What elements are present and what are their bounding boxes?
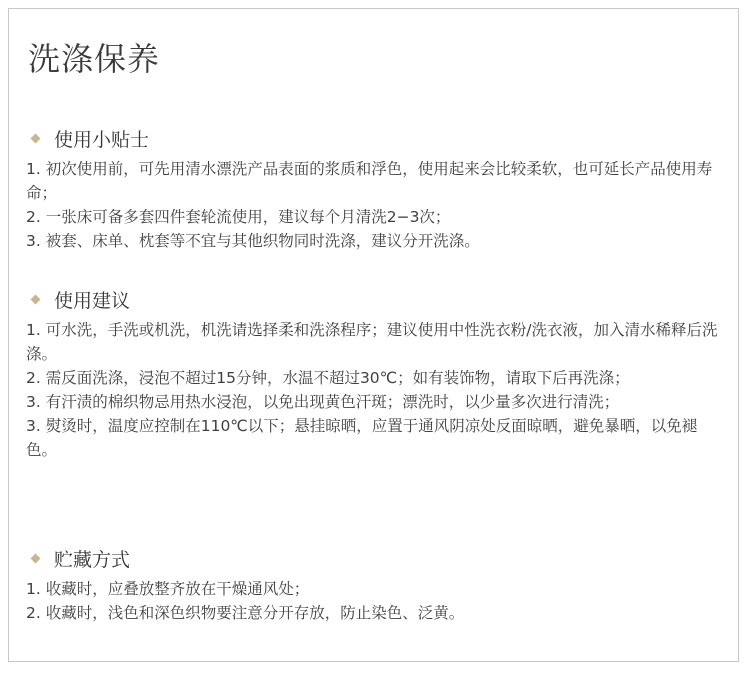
care-instructions-card	[8, 8, 739, 662]
list-item: 3. 被套、床单、枕套等不宜与其他织物同时洗涤，建议分开洗涤。	[26, 232, 480, 250]
list-item: 1. 收藏时，应叠放整齐放在干燥通风处；	[26, 580, 310, 598]
advice-list	[26, 318, 726, 462]
list-item: 3. 有汗渍的棉织物忌用热水浸泡，以免出现黄色汗斑；漂洗时，以少量多次进行清洗；	[26, 393, 620, 411]
list-item: 1. 可水洗，手洗或机洗，机洗请选择柔和洗涤程序；建议使用中性洗衣粉/洗衣液，加入清水稀释后洗涤。	[26, 321, 718, 363]
section-usage-advice	[26, 283, 726, 462]
list-item: 2. 收藏时，浅色和深色织物要注意分开存放，防止染色、泛黄。	[26, 604, 465, 622]
diamond-bullet-icon	[31, 294, 41, 304]
list-item: 3. 熨烫时，温度应控制在110℃以下；悬挂晾晒，应置于通风阴凉处反面晾晒，避免暴晒，以免褪色。	[26, 417, 698, 459]
section-header	[26, 283, 726, 315]
list-item: 2. 一张床可备多套四件套轮流使用，建议每个月清洗2−3次；	[26, 208, 451, 226]
diamond-bullet-icon	[31, 133, 41, 143]
storage-list	[26, 577, 726, 625]
section-title: 使用建议	[54, 289, 131, 312]
section-header	[26, 542, 726, 574]
section-usage-tips	[26, 122, 726, 253]
tips-list	[26, 157, 726, 253]
diamond-bullet-icon	[31, 553, 41, 563]
list-item: 2. 需反面洗涤，浸泡不超过15分钟，水温不超过30℃；如有装饰物，请取下后再洗涤；	[26, 369, 630, 387]
section-storage	[26, 542, 726, 625]
section-title: 贮藏方式	[54, 548, 131, 571]
section-title: 使用小贴士	[54, 128, 150, 151]
list-item: 1. 初次使用前，可先用清水漂洗产品表面的浆质和浮色，使用起来会比较柔软，也可延长产品使用寿命；	[26, 160, 713, 202]
page-title: 洗涤保养	[28, 40, 161, 78]
section-header	[26, 122, 726, 154]
